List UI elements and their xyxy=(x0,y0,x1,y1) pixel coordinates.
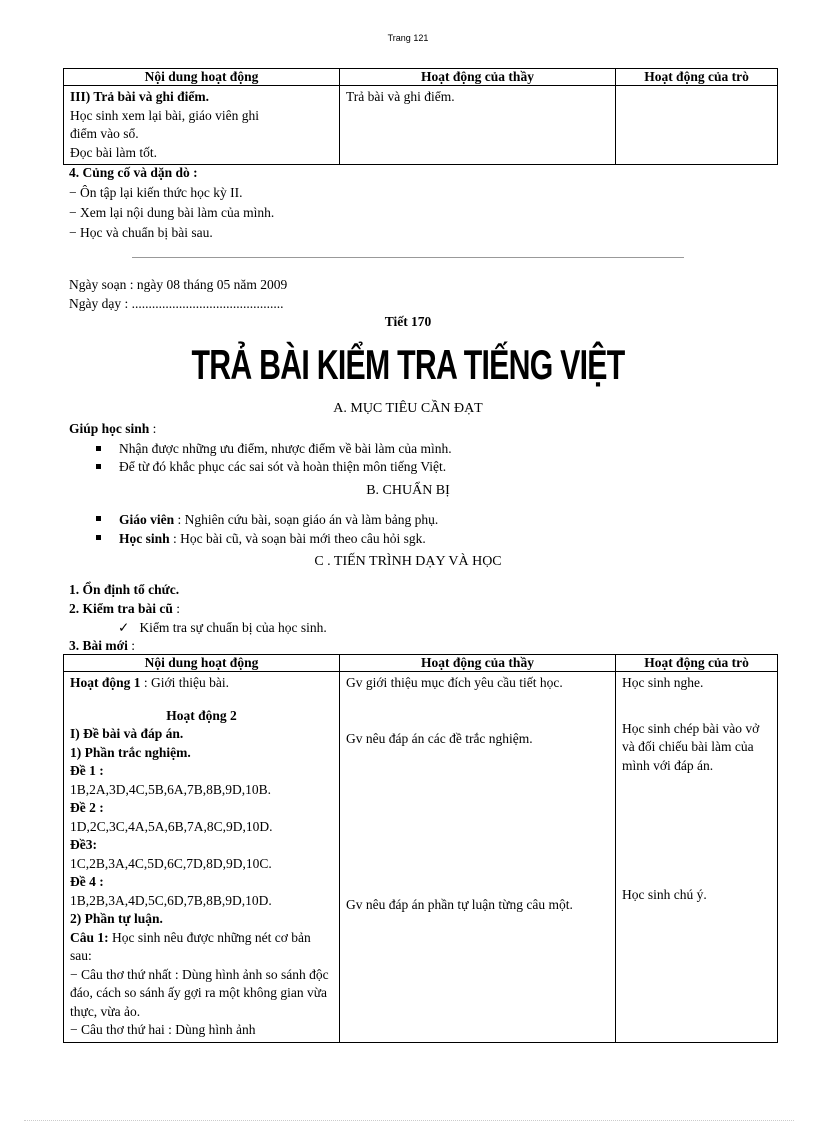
activity-table-top xyxy=(63,68,778,165)
step-2-suffix: : xyxy=(172,601,181,616)
intro-suffix: : xyxy=(149,421,157,436)
cell-line: Đọc bài làm tốt. xyxy=(70,144,157,160)
content-cell xyxy=(64,672,340,1043)
answer-key: 1B,2A,3D,4C,5B,6A,7B,8B,9D,10B. xyxy=(70,781,272,797)
teacher-text: Gv nêu đáp án các đề trắc nghiệm. xyxy=(346,730,533,746)
prep-date: Ngày soạn : ngày 08 tháng 05 năm 2009 xyxy=(69,277,288,292)
student-text: Học sinh chép bài vào vở và đối chiếu bài làm của mình với đáp án. xyxy=(622,720,760,773)
spacer xyxy=(622,693,771,720)
column-header: Nội dung hoạt động xyxy=(64,69,340,86)
check-item xyxy=(118,618,327,638)
check-text: Kiểm tra sự chuẩn bị của học sinh. xyxy=(139,620,327,635)
step-2 xyxy=(69,599,180,619)
subsection-title: I) Đề bài và đáp án. xyxy=(70,726,184,741)
divider xyxy=(132,257,684,258)
spacer xyxy=(70,693,333,707)
intro-label: Giúp học sinh xyxy=(69,421,150,436)
cell-text: Trả bài và ghi điểm. xyxy=(346,89,455,104)
de-label: Đề 1 : xyxy=(70,763,104,778)
column-header: Nội dung hoạt động xyxy=(64,655,340,672)
consolidation-title: 4. Củng cố và dặn dò : xyxy=(69,165,198,180)
question-1-text: Học sinh nêu được những nét cơ bản sau: xyxy=(70,929,311,963)
column-header: Hoạt động của thầy xyxy=(340,69,616,86)
de-label: Đề 4 : xyxy=(70,874,104,889)
activity-table-main xyxy=(63,654,778,1043)
checkmark-icon: ✓ xyxy=(118,620,130,635)
step-3-label: 3. Bài mới xyxy=(69,638,128,653)
list-item: Nhận được những ưu điểm, nhược điểm về bài làm của mình. xyxy=(69,440,769,458)
list-item xyxy=(69,529,769,548)
list-item: Để từ đó khắc phục các sai sót và hoàn thiện môn tiếng Việt. xyxy=(69,458,769,476)
cell-line: điểm vào sổ. xyxy=(70,126,139,141)
part-2-title: 2) Phần tự luận. xyxy=(70,911,163,926)
consolidation-item: − Học và chuẩn bị bài sau. xyxy=(69,225,213,240)
activity-2-label: Hoạt động 2 xyxy=(166,707,237,723)
column-header: Hoạt động của trò xyxy=(616,69,778,86)
de-label: Đề 2 : xyxy=(70,800,104,815)
list-item xyxy=(69,510,769,529)
lesson-title: TRẢ BÀI KIỂM TRA TIẾNG VIỆT xyxy=(191,341,625,388)
column-header: Hoạt động của thầy xyxy=(340,655,616,672)
step-2-label: 2. Kiểm tra bài cũ xyxy=(69,601,173,616)
table-header-row xyxy=(64,69,778,86)
step-3-suffix: : xyxy=(127,638,135,653)
item-label: Giáo viên xyxy=(119,512,175,527)
question-1 xyxy=(70,929,333,966)
answer-line: − Câu thơ thứ nhất : Dùng hình ảnh so sánh độc đáo, cách so sánh ấy gợi ra một không gian vừa thực, vừa ảo. xyxy=(70,966,329,1019)
content-cell xyxy=(64,86,340,165)
table-row xyxy=(64,672,778,1043)
table-row xyxy=(64,86,778,165)
student-text: Học sinh nghe. xyxy=(622,675,704,690)
spacer xyxy=(346,693,609,730)
lesson-period: Tiết 170 xyxy=(384,314,432,329)
page-bottom-border xyxy=(24,1120,794,1121)
column-header: Hoạt động của trò xyxy=(616,655,778,672)
item-text: : Nghiên cứu bài, soạn giáo án và làm bảng phụ. xyxy=(174,512,439,527)
teacher-cell xyxy=(340,86,616,165)
part-1-title: 1) Phần trắc nghiệm. xyxy=(70,744,191,760)
section-a-intro xyxy=(69,419,156,439)
teacher-text: Gv nêu đáp án phần tự luận từng câu một. xyxy=(346,897,573,912)
question-1-label: Câu 1: xyxy=(70,929,109,945)
table-header-row xyxy=(64,655,778,672)
step-3 xyxy=(69,636,135,656)
consolidation-item: − Ôn tập lại kiến thức học kỳ II. xyxy=(69,185,243,200)
answer-key: 1D,2C,3C,4A,5A,6B,7A,8C,9D,10D. xyxy=(70,818,273,834)
answer-line: − Câu thơ thứ hai : Dùng hình ảnh xyxy=(70,1022,256,1037)
section-b-heading: B. CHUẨN BỊ xyxy=(366,483,450,498)
teacher-cell xyxy=(340,672,616,1043)
section-a-heading: A. MỤC TIÊU CẦN ĐẠT xyxy=(333,401,483,416)
page-number: Trang 121 xyxy=(387,33,429,43)
section-c-heading: C . TIẾN TRÌNH DẠY VÀ HỌC xyxy=(314,554,502,569)
teacher-text: Gv giới thiệu mục đích yêu cầu tiết học. xyxy=(346,675,563,690)
objectives-list xyxy=(69,440,769,476)
answer-key: 1B,2B,3A,4D,5C,6D,7B,8B,9D,10D. xyxy=(70,892,272,908)
cell-line: Học sinh xem lại bài, giáo viên ghi xyxy=(70,107,259,123)
activity-1-label: Hoạt động 1 xyxy=(70,675,141,690)
spacer xyxy=(346,748,609,896)
student-cell xyxy=(616,672,778,1043)
preparation-list xyxy=(69,510,769,548)
row-title: III) Trả bài và ghi điểm. xyxy=(70,89,210,104)
spacer xyxy=(622,775,771,886)
item-label: Học sinh xyxy=(119,531,170,546)
step-1: 1. Ổn định tổ chức. xyxy=(69,582,180,597)
student-cell xyxy=(616,86,778,165)
teach-date: Ngày dạy : ............................................. xyxy=(69,296,284,311)
answer-key: 1C,2B,3A,4C,5D,6C,7D,8D,9D,10C. xyxy=(70,855,272,871)
de-label: Đề3: xyxy=(70,837,97,852)
consolidation-item: − Xem lại nội dung bài làm của mình. xyxy=(69,205,275,220)
activity-1-text: : Giới thiệu bài. xyxy=(140,675,230,690)
student-text: Học sinh chú ý. xyxy=(622,887,707,902)
activity-1 xyxy=(70,674,333,693)
item-text: : Học bài cũ, và soạn bài mới theo câu hỏi sgk. xyxy=(169,531,426,546)
